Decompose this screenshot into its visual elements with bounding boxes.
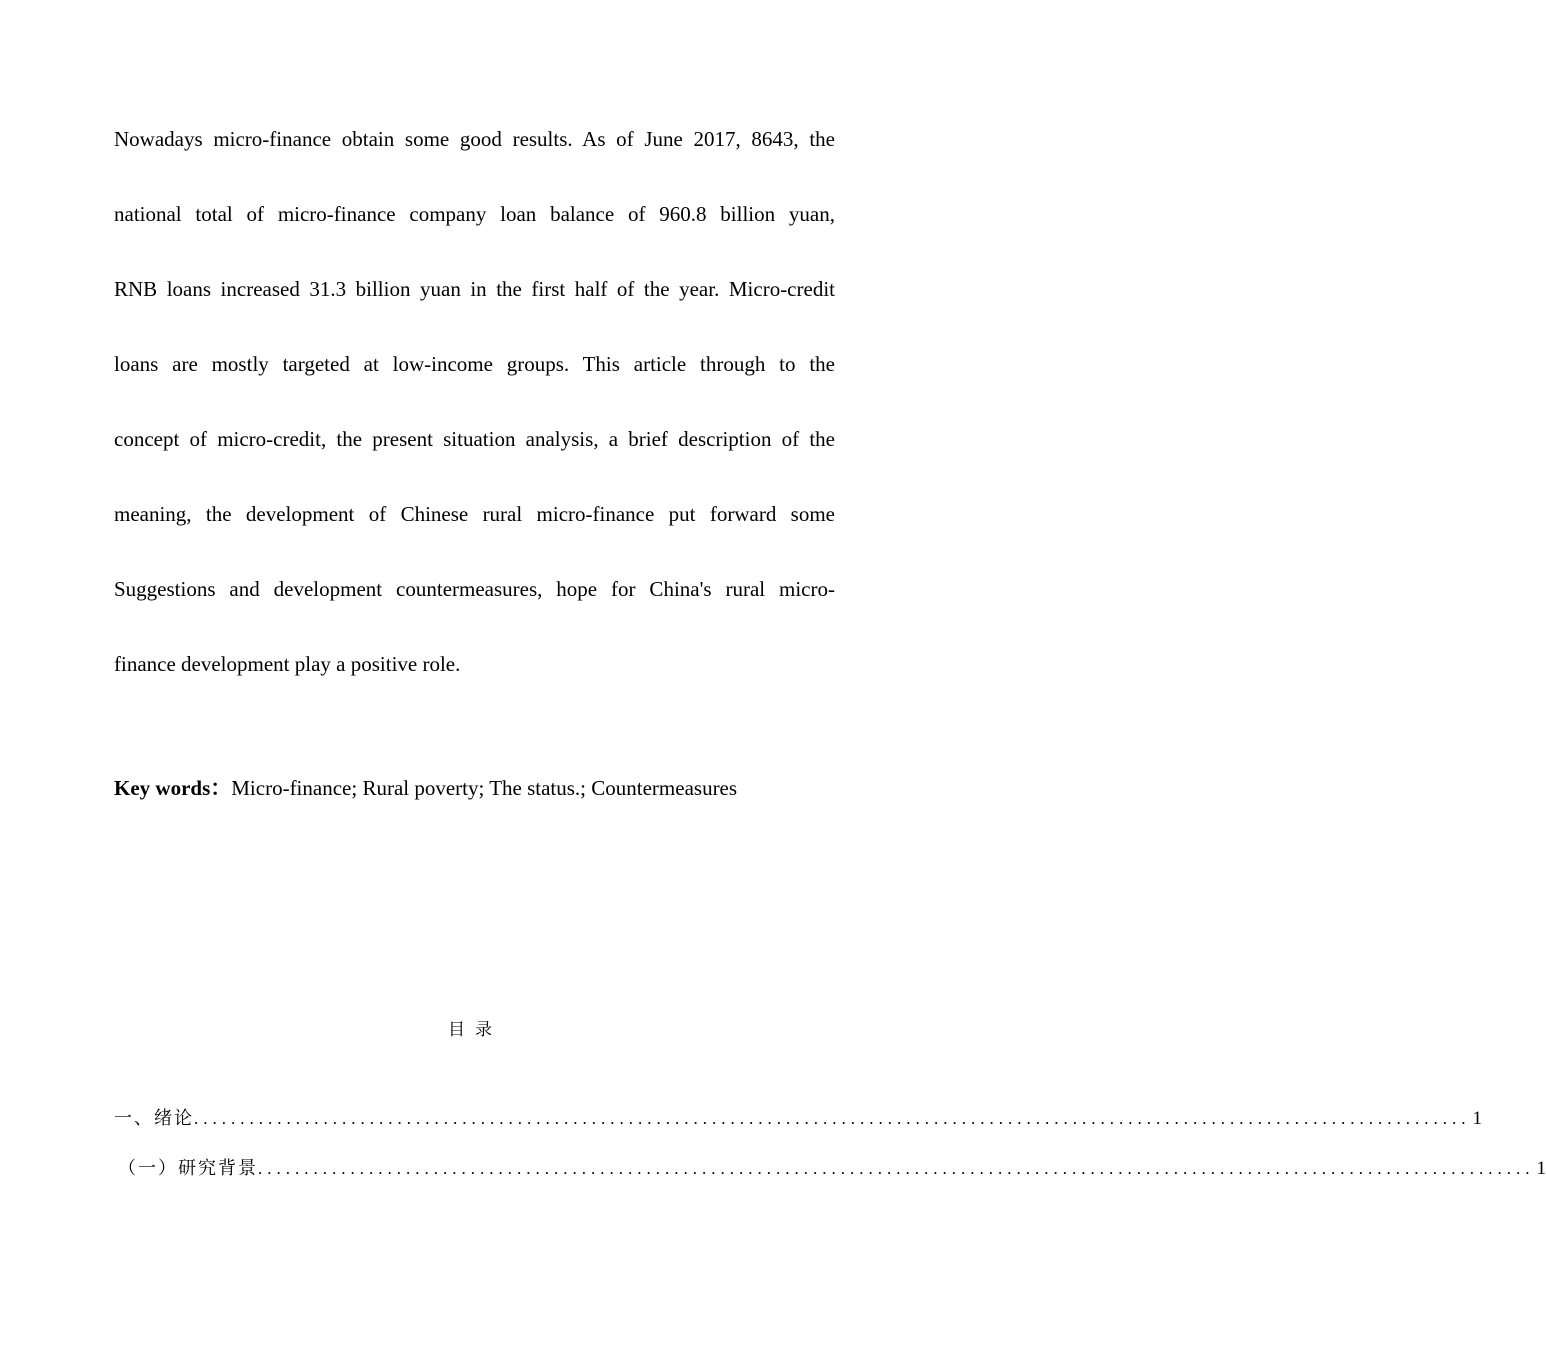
abstract-line-5: concept of micro-credit, the present situation analysis, a brief description of the	[114, 427, 835, 451]
toc-entry[interactable]	[114, 1106, 1482, 1132]
abstract-line-1: Nowadays micro-finance obtain some good results. As of June 2017, 8643, the	[114, 127, 835, 151]
keywords-label: Key words：	[114, 776, 232, 800]
toc-entry[interactable]	[118, 1156, 1546, 1182]
toc-entry-text: 一、绪论	[114, 1108, 194, 1129]
keywords-text: Micro-finance; Rural poverty; The status.; Countermeasures	[231, 776, 738, 800]
abstract-line-3: RNB loans increased 31.3 billion yuan in the first half of the year. Micro-credit	[114, 277, 835, 301]
abstract-line-8: finance development play a positive role.	[114, 652, 461, 676]
toc-title: 目录	[448, 1020, 502, 1040]
toc-entry-page: 1	[1472, 1108, 1482, 1129]
abstract-line-7: Suggestions and development countermeasures, hope for China's rural micro-	[114, 577, 835, 601]
toc-entry-text: （一）研究背景	[118, 1158, 258, 1179]
toc-entry-page: 1	[1536, 1158, 1546, 1179]
toc-leader-dots: ..........................................................................................................................................	[194, 1109, 1471, 1128]
abstract-line-4: loans are mostly targeted at low-income groups. This article through to the	[114, 352, 835, 376]
abstract-line-2: national total of micro-finance company loan balance of 960.8 billion yuan,	[114, 202, 835, 226]
toc-leader-dots: ..........................................................................................................................................	[258, 1159, 1535, 1178]
abstract-line-6: meaning, the development of Chinese rural micro-finance put forward some	[114, 502, 835, 526]
keywords-line	[114, 774, 835, 802]
